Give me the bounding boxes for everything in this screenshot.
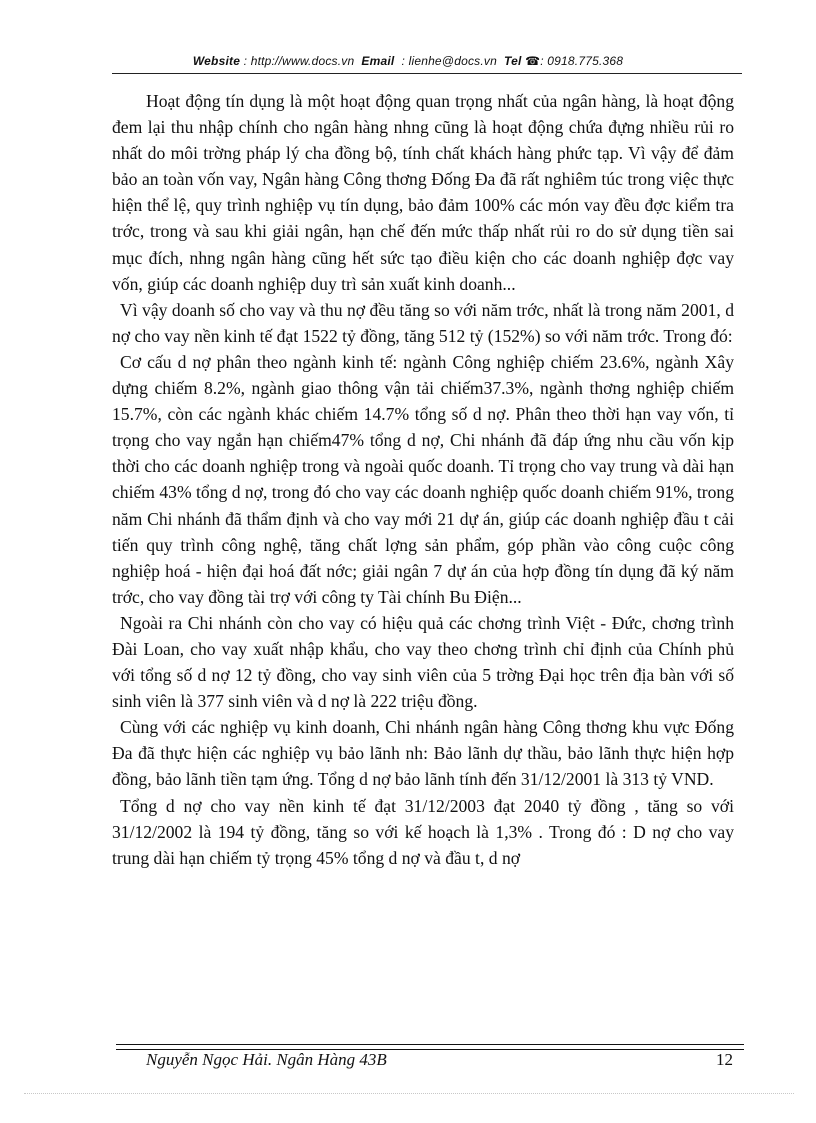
tel-label: Tel bbox=[504, 54, 522, 68]
paragraph-4: Ngoài ra Chi nhánh còn cho vay có hiệu quả các chơng trình Việt - Đức, chơng trình Đài Loan, cho vay xuất nhập khẩu, cho vay theo chơng trình chỉ định của Chính phủ với tổng số d nợ 12 tỷ đồng, cho vay sinh viên của 5 trờng Đại học trên địa bàn với số sinh viên là 377 sinh viên và d nợ là 222 triệu đồng. bbox=[112, 612, 734, 712]
website-label: Website bbox=[192, 54, 241, 68]
page-edge bbox=[24, 1093, 794, 1094]
header-divider bbox=[112, 73, 742, 74]
page-number: 12 bbox=[716, 1050, 733, 1069]
footer-author: Nguyễn Ngọc Hải. Ngân Hàng 43B bbox=[146, 1050, 387, 1069]
page-header bbox=[0, 54, 816, 68]
email-label: Email bbox=[361, 54, 395, 68]
document-body bbox=[112, 88, 734, 871]
tel-value: : 0918.775.368 bbox=[540, 54, 624, 68]
website-value: : http://www.docs.vn bbox=[243, 54, 355, 68]
paragraph-5: Cùng với các nghiệp vụ kinh doanh, Chi nhánh ngân hàng Công thơng khu vực Đống Đa đã thực hiện các nghiệp vụ bảo lãnh nh: Bảo lãnh dự thầu, bảo lãnh thực hiện hợp đồng, bảo lãnh tiền tạm ứng. Tổng d nợ bảo lãnh tính đến 31/12/2001 là 313 tỷ VND. bbox=[112, 717, 734, 790]
paragraph-1: Hoạt động tín dụng là một hoạt động quan trọng nhất của ngân hàng, là hoạt động đem lại thu nhập chính cho ngân hàng nhng cũng là hoạt động chứa đựng nhiều rủi ro nhất do môi trờng pháp lý cha đồng bộ, tính chất khách hàng phức tạp. Vì vậy để đảm bảo an toàn vốn vay, Ngân hàng Công thơng Đống Đa đã rất nghiêm túc trong việc thực hiện thể lệ, quy trình nghiệp vụ tín dụng, bảo đảm 100% các món vay đều đợc kiểm tra trớc, trong và sau khi giải ngân, hạn chế đến mức thấp nhất rủi ro do sử dụng tiền sai mục đích, nhng ngân hàng cũng hết sức tạo điều kiện cho các doanh nghiệp đợc vay vốn, giúp các doanh nghiệp duy trì sản xuất kinh doanh... bbox=[112, 91, 734, 294]
footer-divider-thick bbox=[116, 1044, 744, 1045]
email-value: : lienhe@docs.vn bbox=[401, 54, 497, 68]
paragraph-2: Vì vậy doanh số cho vay và thu nợ đều tăng so với năm trớc, nhất là trong năm 2001, d nợ cho vay nền kinh tế đạt 1522 tỷ đồng, tăng 512 tỷ (152%) so với năm trớc. Trong đó: bbox=[112, 299, 734, 346]
phone-icon: ☎ bbox=[525, 54, 541, 68]
paragraph-3: Cơ cấu d nợ phân theo ngành kinh tế: ngành Công nghiệp chiếm 23.6%, ngành Xây dựng chiếm 8.2%, ngành giao thông vận tải chiếm37.3%, ngành thơng nghiệp chiếm 15.7%, còn các ngành khác chiếm 14.7% tổng số d nợ. Phân theo thời hạn vay vốn, tỉ trọng cho vay ngắn hạn chiếm47% tổng d nợ, Chi nhánh đã đáp ứng nhu cầu vốn kịp thời cho các doanh nghiệp trong và ngoài quốc doanh. Tỉ trọng cho vay trung và dài hạn chiếm 43% tổng d nợ, trong đó cho vay các doanh nghiệp quốc doanh chiếm 91%, trong năm Chi nhánh đã thẩm định và cho vay mới 21 dự án, giúp các doanh nghiệp đầu t cải tiến quy trình công nghệ, tăng chất lợng sản phẩm, góp phần vào công cuộc công nghiệp hoá - hiện đại hoá đất nớc; giải ngân 7 dự án của hợp đồng tín dụng đã ký năm trớc, cho vay đồng tài trợ với công ty Tài chính Bu Điện... bbox=[112, 351, 735, 607]
paragraph-6: Tổng d nợ cho vay nền kinh tế đạt 31/12/2003 đạt 2040 tỷ đồng , tăng so với 31/12/2002 là 194 tỷ đồng, tăng so với kế hoạch là 1,3% . Trong đó : D nợ cho vay trung dài hạn chiếm tỷ trọng 45% tổng d nợ và đầu t, d nợ bbox=[112, 795, 734, 868]
